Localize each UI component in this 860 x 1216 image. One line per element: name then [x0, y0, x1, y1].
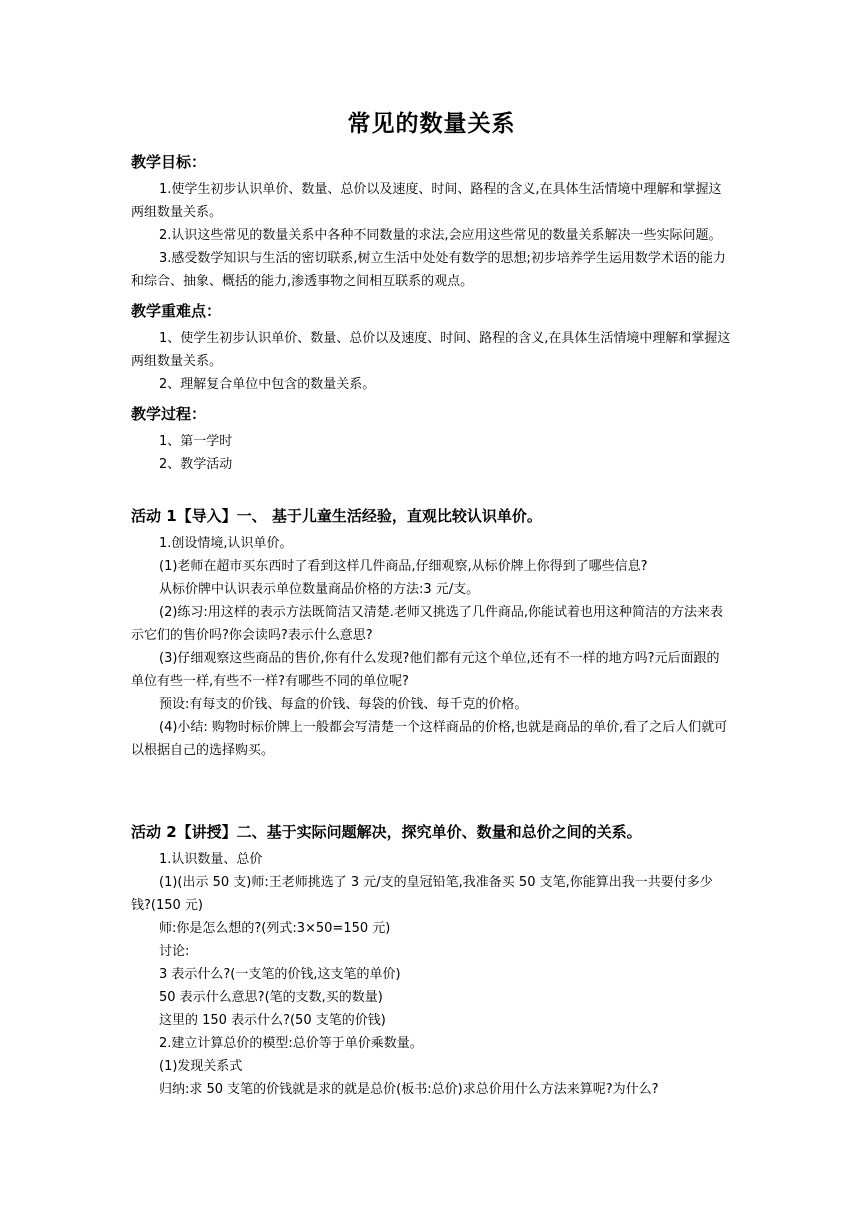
key-point-item-1: 1、使学生初步认识单价、数量、总价以及速度、时间、路程的含义,在具体生活情境中理解和掌握这两组数量关系。: [131, 331, 731, 369]
activity2-item-1: 1.认识数量、总价: [159, 852, 263, 867]
activity2-item-3: 师:你是怎么想的?(列式:3×50=150 元): [159, 921, 391, 936]
activity1-item-7: (4)小结: 购物时标价牌上一般都会写清楚一个这样商品的价格,也就是商品的单价,看了之后人们就可以根据自己的选择购买。: [131, 720, 728, 758]
activity2-heading: 活动 2【讲授】二、基于实际问题解决，探究单价、数量和总价之间的关系。: [131, 823, 642, 841]
goals-heading: 教学目标：: [131, 153, 207, 171]
activity2-item-7: 这里的 150 表示什么?(50 支笔的价钱): [159, 1013, 386, 1028]
activity1-item-6: 预设:有每支的价钱、每盒的价钱、每袋的价钱、每千克的价格。: [159, 697, 528, 712]
process-item-1: 1、第一学时: [159, 434, 233, 449]
activity1-item-5: (3)仔细观察这些商品的售价,你有什么发现?他们都有元这个单位,还有不一样的地方吗?元后面跟的单位有些一样,有些不一样?有哪些不同的单位呢?: [131, 651, 720, 689]
goal-item-1: 1.使学生初步认识单价、数量、总价以及速度、时间、路程的含义,在具体生活情境中理解和掌握这两组数量关系。: [131, 182, 722, 220]
activity2-item-4: 讨论:: [159, 944, 190, 959]
activity1-item-4: (2)练习:用这样的表示方法既简洁又清楚.老师又挑选了几件商品,你能试着也用这种简洁的方法来表示它们的售价吗?你会读吗?表示什么意思?: [131, 605, 724, 643]
key-points-heading: 教学重难点：: [131, 302, 222, 320]
activity2-item-2: (1)(出示 50 支)师:王老师挑选了 3 元/支的皇冠铅笔,我准备买 50 支笔,你能算出我一共要付多少钱?(150 元): [131, 875, 713, 913]
activity2-item-6: 50 表示什么意思?(笔的支数,买的数量): [159, 990, 383, 1005]
process-item-2: 2、教学活动: [159, 457, 233, 472]
activity1-item-3: 从标价牌中认识表示单位数量商品价格的方法:3 元/支。: [159, 582, 480, 597]
activity2-item-10: 归纳:求 50 支笔的价钱就是求的就是总价(板书:总价)求总价用什么方法来算呢?为什么?: [159, 1082, 659, 1097]
activity1-heading: 活动 1【导入】一、 基于儿童生活经验，直观比较认识单价。: [131, 507, 542, 525]
key-point-item-2: 2、理解复合单位中包含的数量关系。: [159, 377, 376, 392]
activity2-item-9: (1)发现关系式: [159, 1059, 243, 1074]
activity1-item-2: (1)老师在超市买东西时了看到这样几件商品,仔细观察,从标价牌上你得到了哪些信息?: [159, 559, 648, 574]
activity2-item-8: 2.建立计算总价的模型:总价等于单价乘数量。: [159, 1036, 423, 1051]
goal-item-3: 3.感受数学知识与生活的密切联系,树立生活中处处有数学的思想;初步培养学生运用数学术语的能力和综合、抽象、概括的能力,渗透事物之间相互联系的观点。: [131, 251, 726, 289]
process-heading: 教学过程：: [131, 405, 207, 423]
activity1-item-1: 1.创设情境,认识单价。: [159, 536, 293, 551]
goal-item-2: 2.认识这些常见的数量关系中各种不同数量的求法,会应用这些常见的数量关系解决一些实际问题。: [159, 228, 722, 243]
activity2-item-5: 3 表示什么?(一支笔的价钱,这支笔的单价): [159, 967, 401, 982]
document-title: 常见的数量关系: [347, 111, 516, 137]
